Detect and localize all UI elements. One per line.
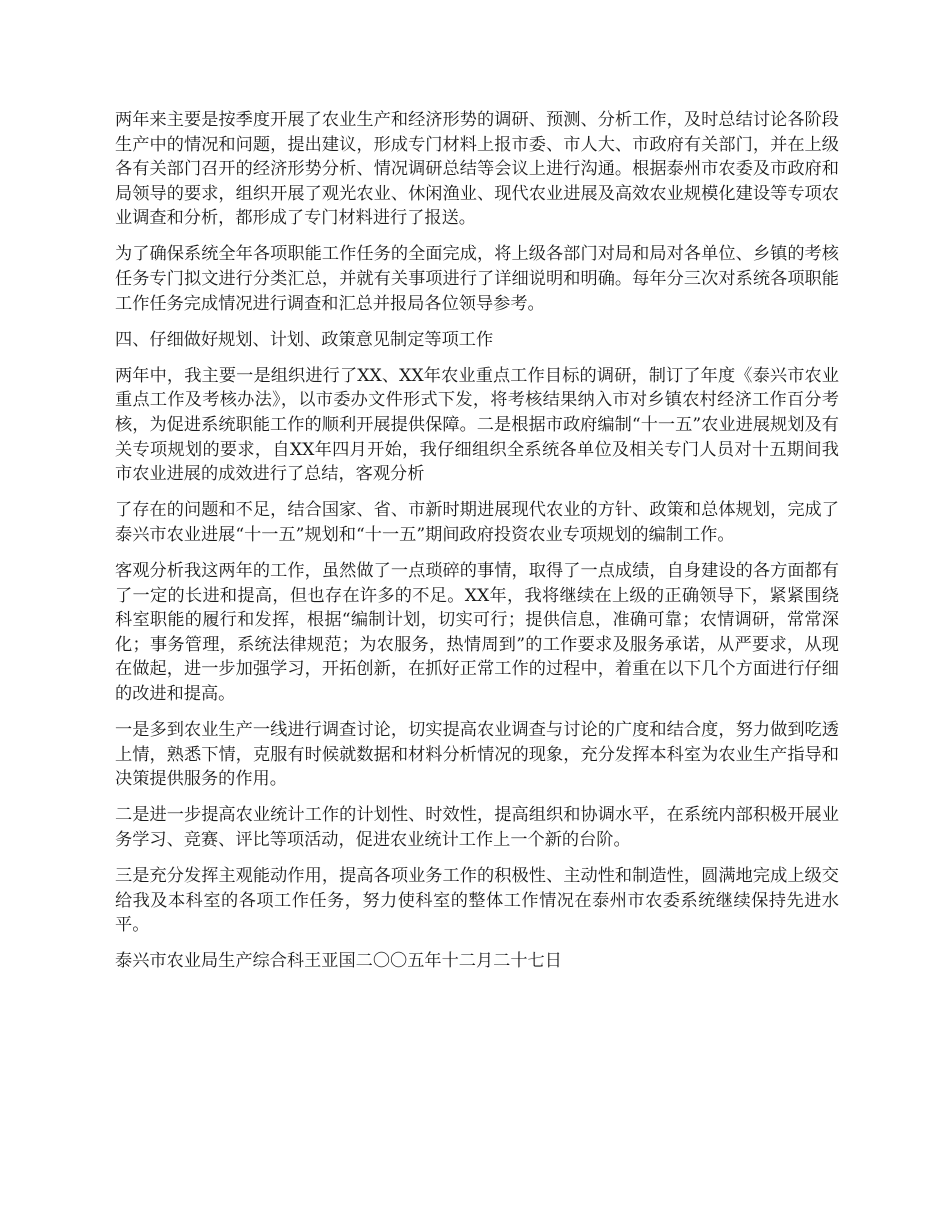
paragraph-self-assessment: 客观分析我这两年的工作，虽然做了一点琐碎的事情，取得了一点成绩，自身建设的各方面都有了一定的长进和提高，但也存在许多的不足。XX年，我将继续在上级的正确领导下，紧紧围绕科室职能的履行和发挥，根据“编制计划，切实可行；提供信息，准确可靠；农情调研，常常深化；事务管理，系统法律规范；为农服务，热情周到”的工作要求及服务承诺，从严要求，从现在做起，进一步加强学习，开拓创新，在抓好正常工作的过程中，着重在以下几个方面进行仔细的改进和提高。 bbox=[115, 561, 839, 704]
section-heading-planning: 四、仔细做好规划、计划、政策意见制定等项工作 bbox=[115, 329, 494, 350]
paragraph-planning-work: 两年中，我主要一是组织进行了XX、XX年农业重点工作目标的调研，制订了年度《泰兴市农业重点工作及考核办法》，以市委办文件形式下发，将考核结果纳入市对乡镇农村经济工作百分考核，为促进系统职能工作的顺利开展提供保障。二是根据市政府编制“十一五”农业进展规划及有关专项规划的要求，自XX年四月开始，我仔细组织全系统各单位及相关专门人员对十五期间我市农业进展的成效进行了总结，客观分析 bbox=[115, 365, 839, 485]
paragraph-assessment-tasks: 为了确保系统全年各项职能工作任务的全面完成，将上级各部门对局和局对各单位、乡镇的考核任务专门拟文进行分类汇总，并就有关事项进行了详细说明和明确。每年分三次对系统各项职能工作任务完成情况进行调查和汇总并报局各位领导参考。 bbox=[115, 244, 839, 314]
paragraph-improvement-three: 三是充分发挥主观能动作用，提高各项业务工作的积极性、主动性和制造性，圆满地完成上级交给我及本科室的各项工作任务，努力使科室的整体工作情况在泰州市农委系统继续保持先进水平。 bbox=[115, 866, 839, 936]
paragraph-research-work: 两年来主要是按季度开展了农业生产和经济形势的调研、预测、分析工作，及时总结讨论各阶段生产中的情况和问题，提出建议，形成专门材料上报市委、市人大、市政府有关部门，并在上级各有关部门召开的经济形势分析、情况调研总结等会议上进行沟通。根据泰州市农委及市政府和局领导的要求，组织开展了观光农业、休闲渔业、现代农业进展及高效农业规模化建设等专项农业调查和分析，都形成了专门材料进行了报送。 bbox=[115, 110, 839, 229]
signature-line: 泰兴市农业局生产综合科王亚国二〇〇五年十二月二十七日 bbox=[115, 951, 562, 972]
paragraph-planning-continued: 了存在的问题和不足，结合国家、省、市新时期进展现代农业的方针、政策和总体规划，完成了泰兴市农业进展“十一五”规划和“十一五”期间政府投资农业专项规划的编制工作。 bbox=[115, 500, 839, 545]
paragraph-improvement-two: 二是进一步提高农业统计工作的计划性、时效性，提高组织和协调水平，在系统内部积极开展业务学习、竞赛、评比等项活动，促进农业统计工作上一个新的台阶。 bbox=[115, 805, 839, 850]
paragraph-improvement-one: 一是多到农业生产一线进行调查讨论，切实提高农业调查与讨论的广度和结合度，努力做到吃透上情，熟悉下情，克服有时候就数据和材料分析情况的现象，充分发挥本科室为农业生产指导和决策提供服务的作用。 bbox=[115, 720, 839, 790]
document-body bbox=[115, 108, 839, 985]
